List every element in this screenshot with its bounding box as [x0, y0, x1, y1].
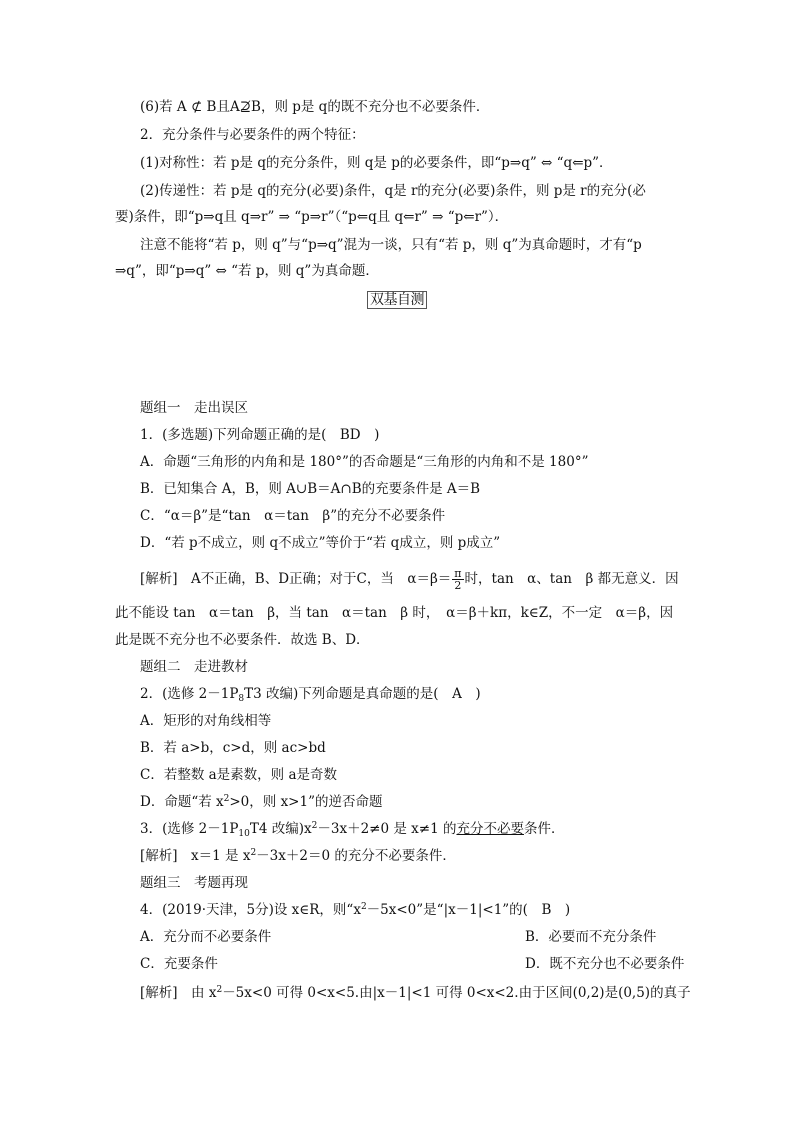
- question-text: 2．(选修 2－1P: [140, 686, 239, 702]
- option: C．“α＝β”是“tan α＝tan β”的充分不必要条件: [140, 508, 446, 524]
- question-text: 4．(2019·天津，5分)设 x∈R，则“x: [140, 902, 361, 918]
- question-text: －3x＋2≠0 是 x≠1 的: [317, 821, 457, 837]
- superscript: 2: [311, 821, 318, 831]
- text-line: (6)若 A ⊄ B且A⊉B，则 p是 q的既不充分也不必要条件．: [140, 99, 490, 115]
- option: C．若整数 a是素数，则 a是奇数: [140, 767, 338, 783]
- section-title: [0, 290, 794, 310]
- text-line: (2)传递性：若 p是 q的充分(必要)条件，q是 r的充分(必要)条件，则 p是 r的充分(必: [140, 183, 646, 199]
- explanation-text: [解析] 由 x: [140, 985, 217, 1001]
- option: A．命题“三角形的内角和是 180°”的否命题是“三角形的内角和不是 180°”: [140, 454, 589, 470]
- option: A．充分而不必要条件: [140, 929, 272, 945]
- superscript: 2: [250, 848, 257, 858]
- option-row: [140, 927, 710, 947]
- explanation: [140, 983, 710, 1003]
- explanation: 此是既不充分也不必要条件．故选 B、D．: [115, 632, 370, 648]
- option-text: D．命题“若 x: [140, 794, 224, 810]
- option: B．必要而不充分条件: [525, 929, 657, 945]
- subscript: 8: [238, 694, 245, 704]
- option: [140, 792, 710, 812]
- fraction-numerator: π: [454, 567, 462, 580]
- explanation-text: [解析] x＝1 是 x: [140, 848, 251, 864]
- fraction-denominator: 2: [454, 579, 462, 592]
- text-line: 注意不能将“若 p，则 q”与“p⇒q”混为一谈，只有“若 p，则 q”为真命题时，才有“p: [140, 237, 642, 253]
- explanation: [140, 846, 710, 866]
- group-heading: 题组三 考题再现: [140, 875, 248, 891]
- option: B．已知集合 A，B，则 A∪B＝A∩B的充要条件是 A＝B: [140, 481, 481, 497]
- explanation-text: －3x＋2＝0 的充分不必要条件．: [256, 848, 456, 864]
- section-title-text: 双基自测: [367, 291, 427, 309]
- superscript: 2: [223, 794, 230, 804]
- text-line: 2．充分条件与必要条件的两个特征：: [140, 127, 365, 143]
- explanation: 此不能设 tan α＝tan β，当 tan α＝tan β 时， α＝β＋kπ，k∈Z，不一定 α＝β，因: [115, 605, 674, 621]
- text-line: 要)条件，即“p⇒q且 q⇒r” ⇒ “p⇒r”（“p⇐q且 q⇐r” ⇒ “p⇐r”）．: [115, 209, 509, 225]
- text-line: ⇒q”，即“p⇒q” ⇔ “若 p，则 q”为真命题．: [115, 263, 379, 279]
- option-text: >0，则 x>1”的逆否命题: [229, 794, 383, 810]
- subscript: 10: [238, 829, 250, 839]
- question: [140, 819, 710, 839]
- question-text: 3．(选修 2－1P: [140, 821, 239, 837]
- option: D．“若 p不成立，则 q不成立”等价于“若 q成立，则 p成立”: [140, 535, 501, 551]
- option: A．矩形的对角线相等: [140, 713, 272, 729]
- explanation-text: －5x<0 可得 0<x<5.由|x－1|<1 可得 0<x<2.由于区间(0,2)是(0,5)的真子: [222, 985, 691, 1001]
- question-text: T3 改编)下列命题是真命题的是( A ): [244, 686, 481, 702]
- explanation: [140, 568, 710, 591]
- option-row: [140, 954, 710, 974]
- superscript: 2: [360, 902, 367, 912]
- question: 1．(多选题)下列命题正确的是( BD ): [140, 427, 380, 443]
- explanation-text: 时，tan α、tan β 都无意义．因: [464, 571, 679, 587]
- superscript: 2: [216, 985, 223, 995]
- fraction: [452, 568, 463, 591]
- answer-blank: 充分不必要: [456, 821, 524, 837]
- explanation-text: [解析] A不正确，B、D正确；对于C，当 α＝β＝: [140, 571, 452, 587]
- option: C．充要条件: [140, 956, 218, 972]
- question: [140, 684, 710, 704]
- option: B．若 a>b，c>d，则 ac>bd: [140, 740, 326, 756]
- text-line: (1)对称性：若 p是 q的充分条件，则 q是 p的必要条件，即“p⇒q” ⇔ “q⇐p”．: [140, 155, 613, 171]
- question-text: T4 改编)x: [249, 821, 312, 837]
- question: [140, 900, 710, 920]
- group-heading: 题组二 走进教材: [140, 659, 248, 675]
- group-heading: 题组一 走出误区: [140, 400, 248, 416]
- question-text: 条件．: [523, 821, 565, 837]
- option: D．既不充分也不必要条件: [525, 956, 685, 972]
- question-text: －5x<0”是“|x－1|<1”的( B ): [366, 902, 571, 918]
